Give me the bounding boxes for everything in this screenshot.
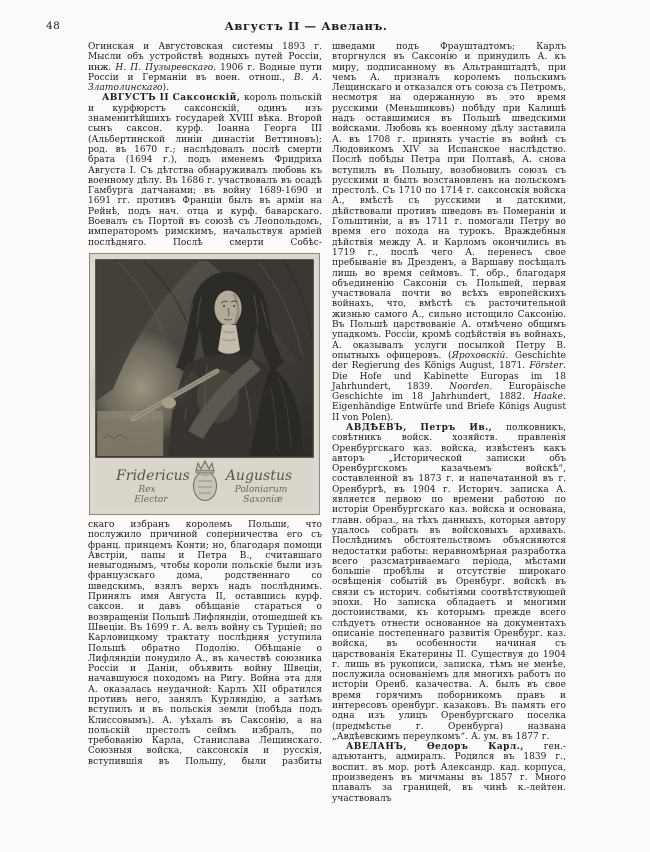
left-column (88, 42, 322, 767)
paragraph-continuation-prev-page: Огинская и Августовская системы 1893 г. Мысли объ устройствѣ водныхъ путей Россіи, инж. Н. П. Пузыревскаго. 1906 г. Водные пути Россіи и Германіи въ воен. отнош., В. А. Златолинскаго). (88, 42, 323, 94)
caption-sub-left-2: Elector (134, 494, 168, 505)
entry-avelan: АВЕЛАНЪ, Ѳедоръ Карл., ген.-адъютантъ, адмиралъ. Родился въ 1839 г., воспит. въ мор. ротѣ Александр. кад. корпуса, произведенъ въ мичманы въ 1857 г. Много плавалъ за границей, въ чинѣ к.-лейтен. участвовалъ (332, 742, 566, 804)
caption-name-right: Augustus (225, 467, 293, 484)
engraving-scene (89, 260, 313, 457)
portrait-engraving (89, 253, 320, 515)
entry-august-ii-after-portrait: скаго избранъ королемъ Польши, что послужило причиной соперничества его съ франц. принцемъ Конти; но, благодаря помощи Австріи, папы и Петра В., считавшаго невыгоднымъ, чтобы короли польскіе были изъ французскаго дома, родственнаго со шведскимъ, взялъ верхъ надъ послѣднимъ. Принялъ имя Августа II, оставшись курф. саксон. и давъ обѣщаніе стараться о возвращеніи Польшѣ Лифляндіи, отошедшей къ Швеціи. Въ 1699 г. А. велъ войну съ Турціей; по Карловицкому трактату послѣдняя уступила Польшѣ обратно Подолію. Обѣщаніе о Лифляндіи понудило А., въ качествѣ союзника Россіи и Даніи, объявить войну Швеціи, начавшуюся походомъ на Ригу. Война эта для А. оказалась неудачной: Карлъ XII обратился противъ него, занялъ Курляндію, а затѣмъ вступилъ и въ польскія земли (побѣда подъ Клиссовымъ). А. уѣхалъ въ Саксонію, а на польскій престолъ сеймъ избралъ, по требованію Карла, Станислава Лещинскаго. Союзныя войска, саксонскія и русскія, вступившія въ Польшу, были разбиты (88, 519, 322, 767)
right-column (332, 42, 566, 804)
entry-august-ii: АВГУСТЪ II Саксонскій, король польскій и курфюрстъ саксонскій, одинъ изъ знаменитѣйшихъ государей XVIII вѣка. Второй сынъ саксон. курф. Іоанна Георга III (Альбертинской линіи династіи Веттиновъ); род. въ 1670 г.; наслѣдовалъ послѣ смерти брата (1694 г.), подъ именемъ Фридриха Августа I. Съ дѣтства обнаруживалъ любовь къ военному дѣлу. Въ 1686 г. участвовалъ въ осадѣ Гамбурга датчанами; въ войну 1689-1690 и 1691 гг. противъ Франціи былъ въ арміи на Рейнѣ, подъ нач. отца и курф. баварскаго. Воевалъ съ Портой въ союзѣ съ Леопольдомъ, императоромъ римскимъ, начальствуя арміей послѣдняго. Послѣ смерти Собѣс- (88, 93, 322, 248)
entry-avdeev: АВДѢЕВЪ, Петръ Ив., полковникъ, совѣтникъ войск. хозяйств. правленія Оренбургскаго каз. войска, извѣстенъ какъ авторъ „Исторической записки объ Оренбургскомъ казачьемъ войскѣ“, составленной въ 1873 г. и напечатанной въ г. Оренбургѣ, въ 1904 г. Историч. записка А. является первою по времени работою по исторіи Оренбургскаго каз. войска и основана, главн. образ., на тѣхъ данныхъ, которыя автору удалось собрать въ войсковыхъ архивахъ. Послѣднимъ обстоятельствомъ объясняются недостатки работы: неравномѣрная разработка всего разсматриваемаго періода, мѣстами большіе пробѣлы и отсутствіе широкаго освѣщенія событій въ Оренбург. войскѣ въ связи съ историч. событіями соотвѣтствующей эпохи. Но записка обладаетъ и многими достоинствами, къ которымъ прежде всего слѣдуетъ отнести основанное на документахъ описаніе постепеннаго развитія Оренбург. каз. войска, въ особенности начиная съ царствованія Екатерины II. Существуя до 1904 г. лишь въ рукописи, записка, тѣмъ не менѣе, послужила основаніемъ для многихъ работъ по исторіи Оренб. казачества. А. былъ въ свое время горячимъ поборникомъ правъ и интересовъ оренбург. казаковъ. Въ память его одна изъ улицъ Оренбургскаго поселка (предмѣстье г. Оренбурга) названа „Авдѣевскимъ переулкомъ“. А. ум. въ 1877 г. (332, 422, 566, 742)
running-title: Августъ II — Авеланъ. (224, 19, 388, 33)
caption-sub-right-2: Saxoniæ (243, 494, 283, 505)
crest-icon (194, 461, 217, 501)
caption-sub-left-1: Rex (138, 484, 156, 495)
portrait-figure (89, 253, 320, 515)
portrait-caption (96, 458, 313, 508)
entry-august-ii-column2: шведами подъ Фрауштадтомъ; Карлъ вторгнулся въ Саксонію и принудилъ А. къ миру, подписанному въ Альтранштадтѣ, при чемъ А. призналъ королемъ польскимъ Лещинскаго и отказался отъ союза съ Петромъ, несмотря на одержанную въ это время русскими (Меньшиковъ) побѣду при Калишѣ надъ оставшимися въ Польшѣ шведскими войсками. Любовь къ военному дѣлу заставила А. въ 1708 г. принять участіе въ войнѣ съ Людовикомъ XIV за Испанское наслѣдство. Послѣ побѣды Петра при Полтавѣ, А. снова вступилъ въ Польшу, возобновилъ союзъ съ русскими и былъ возстановленъ на польскомъ престолѣ. Съ 1710 по 1714 г. саксонскія войска А., вмѣстѣ съ русскими и датскими, дѣйствовали противъ шведовъ въ Помераніи и Гольштиніи, а въ 1711 г. помогали Петру во время его похода на турокъ. Враждебныя дѣйствія между А. и Карломъ окончились въ 1719 г., послѣ чего А. перенесъ свое пребываніе въ Дрезденъ, а Варшаву посѣщалъ лишь во время сеймовъ. Т. обр., благодаря объединенію Саксоніи съ Польшей, первая участвовала почти во всѣхъ европейскихъ войнахъ, что, вмѣстѣ съ расточительной жизнью самого А., сильно истощило Саксонію. Въ Польшѣ царствованіе А. отмѣчено общимъ упадкомъ. Россіи, кромѣ содѣйствія въ войнахъ, А. оказывалъ услуги посылкой Петру В. опытныхъ офицеровъ. (Яроховскій. Geschichte der Regierung des Königs August, 1871. Förster. Die Hofe und Kabinette Europas im 18 Jahrhundert, 1839. Noorden. Europäische Geschichte im 18 Jahrhundert, 1882. Haake. Eigenhändige Entwürfe und Briefe Königs August II von Polen). (332, 42, 567, 423)
caption-name-left: Fridericus (116, 467, 190, 484)
caption-sub-right-1: Poloniarum (234, 484, 288, 495)
page-number: 48 (46, 20, 61, 32)
